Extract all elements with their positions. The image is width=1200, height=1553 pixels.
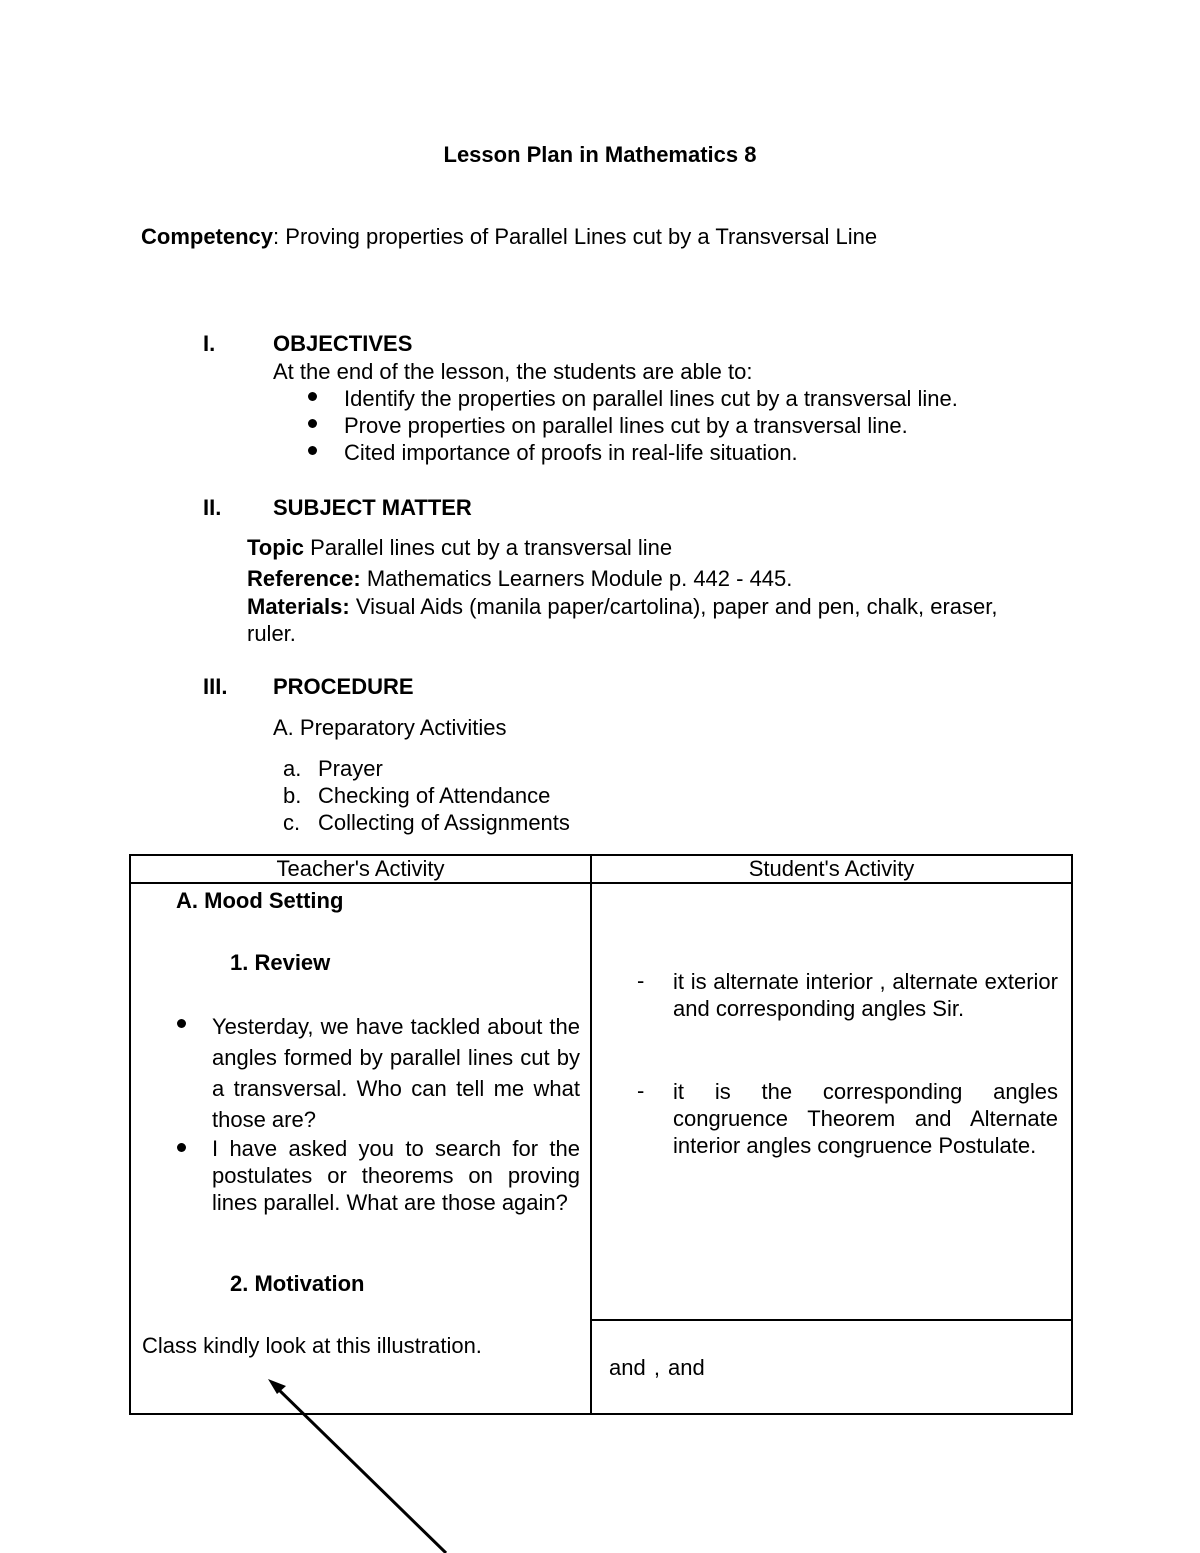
list-marker: b. [283, 783, 302, 808]
preparatory-heading: A. Preparatory Activities [273, 715, 507, 740]
student-answer: it is the corresponding angles congruence Theorem and Alternate interior angles congruence Postulate. [673, 1079, 1058, 1158]
subject-numeral: II. [203, 495, 222, 520]
topic-text: Parallel lines cut by a transversal line [304, 535, 673, 560]
procedure-heading: PROCEDURE [273, 674, 414, 699]
materials-label: Materials: [247, 594, 350, 619]
objective-item: Identify the properties on parallel lines cut by a transversal line. [344, 386, 958, 411]
illustration-prompt: Class kindly look at this illustration. [142, 1333, 482, 1358]
student-bottom-answer: and , and [609, 1355, 705, 1380]
mood-setting-heading: A. Mood Setting [176, 888, 344, 913]
objectives-numeral: I. [203, 331, 216, 356]
materials-continued: ruler. [247, 621, 296, 646]
arrow-head-icon [268, 1379, 286, 1394]
motivation-heading: 2. Motivation [230, 1271, 365, 1296]
reference-text: Mathematics Learners Module p. 442 - 445. [360, 566, 793, 591]
reference-label: Reference: [247, 566, 361, 591]
answer-dash: - [637, 968, 645, 993]
review-heading: 1. Review [230, 950, 331, 975]
list-marker: a. [283, 756, 302, 781]
teacher-question: I have asked you to search for the postulates or theorems on proving lines parallel. What are those again? [212, 1136, 580, 1215]
teacher-activity-header: Teacher's Activity [130, 855, 591, 883]
materials-text: Visual Aids (manila paper/cartolina), paper and pen, chalk, eraser, [349, 594, 998, 619]
objective-item: Cited importance of proofs in real-life situation. [344, 440, 798, 465]
answer-dash: - [637, 1078, 645, 1103]
topic-label: Topic [247, 535, 305, 560]
objective-item: Prove properties on parallel lines cut by a transversal line. [344, 413, 908, 438]
procedure-numeral: III. [203, 674, 228, 699]
page-title: Lesson Plan in Mathematics 8 [443, 142, 757, 167]
arrow-shaft [276, 1387, 446, 1553]
list-marker: c. [283, 810, 301, 835]
procedure-item: Checking of Attendance [318, 783, 551, 808]
procedure-item: Prayer [318, 756, 383, 781]
competency-text: : Proving properties of Parallel Lines cut by a Transversal Line [273, 224, 878, 249]
objectives-heading: OBJECTIVES [273, 331, 413, 356]
student-activity-header: Student's Activity [591, 855, 1072, 883]
student-answer: it is alternate interior , alternate exterior and corresponding angles Sir. [673, 969, 1058, 1021]
teacher-question: Yesterday, we have tackled about the angles formed by parallel lines cut by a transversal. Who can tell me what those are? [212, 1014, 580, 1132]
objectives-intro: At the end of the lesson, the students are able to: [273, 359, 753, 384]
subject-heading: SUBJECT MATTER [273, 495, 472, 520]
competency-label: Competency [141, 224, 274, 249]
procedure-item: Collecting of Assignments [318, 810, 570, 835]
